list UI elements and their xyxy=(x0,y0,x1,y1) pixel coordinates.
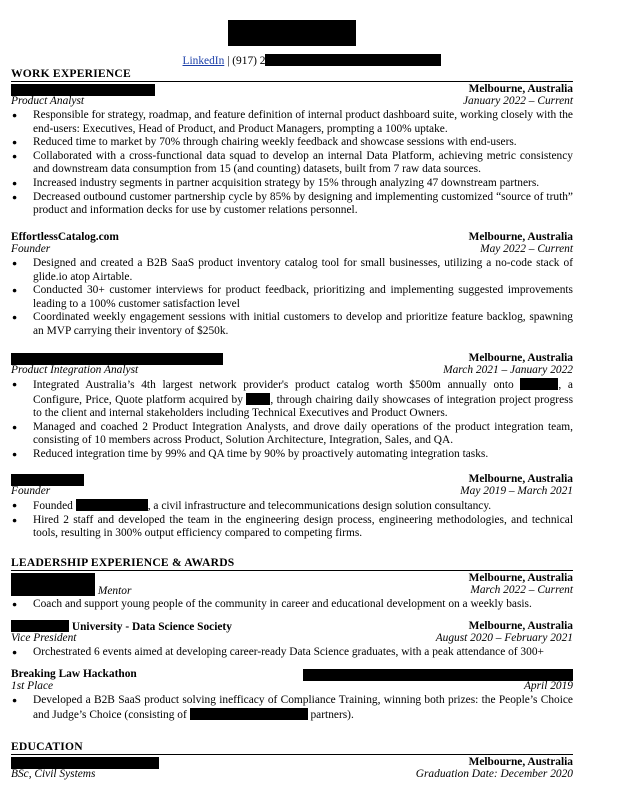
lead-3-bullet-part-b: partners). xyxy=(310,708,354,721)
lead-1-location: Melbourne, Australia xyxy=(468,572,573,584)
job-3-dates: March 2021 – January 2022 xyxy=(443,364,573,376)
job-3-bullet-1-part-a: Integrated Australia’s 4th largest network provider's product catalog worth $500m annually onto xyxy=(33,379,514,391)
job-3-bullet-1-part-b: , a Configure, Price, Quote platform acquired by xyxy=(33,379,573,406)
list-item: ● Coach and support young people of the community in career and educational development on a weekly basis. xyxy=(11,598,573,612)
job-4-bullets xyxy=(11,499,573,541)
list-item: ● Managed and coached 2 Product Integration Analysts, and drove daily operations of the product integration team, consisting of 10 members across Product, Solution Architecture, Integration, Sales, and QA. xyxy=(11,421,573,448)
name-redaction xyxy=(228,20,356,46)
lead-2-dates: August 2020 – February 2021 xyxy=(435,632,573,644)
edu-dates: Graduation Date: December 2020 xyxy=(415,768,573,780)
lead-3-dates: April 2019 xyxy=(523,680,573,692)
job-2-dates: May 2022 – Current xyxy=(480,243,573,255)
job-2-bullets xyxy=(11,257,573,339)
lead-3-subheader xyxy=(11,680,573,694)
list-item: ● Decreased outbound customer partnership cycle by 85% by designing and implementing customized “source of truth” product and information decks for use by customer relations personnel. xyxy=(11,191,573,218)
lead-2-subheader xyxy=(11,632,573,646)
list-item: ● Coordinated weekly engagement sessions with initial customers to develop and prioritize feature backlog, spawning an MVP carrying their inventory of $250k. xyxy=(11,311,573,338)
lead-1-role-redaction xyxy=(11,584,95,596)
list-item xyxy=(11,499,573,514)
job-4-dates: May 2019 – March 2021 xyxy=(460,485,573,497)
edu-subheader xyxy=(11,768,573,782)
edu-degree: BSc, Civil Systems xyxy=(11,768,96,780)
job-4-bullet-1-part-b: , a civil infrastructure and telecommunications design solution consultancy. xyxy=(147,500,492,512)
job-4-bullet-1-part-a: Founded xyxy=(33,500,73,512)
job-1-role: Product Analyst xyxy=(11,95,85,107)
list-item xyxy=(11,378,573,421)
redaction xyxy=(76,499,148,511)
job-2-role: Founder xyxy=(11,243,51,255)
lead-2-org: University - Data Science Society xyxy=(69,621,232,633)
job-3-bullets xyxy=(11,378,573,462)
lead-1-role: Mentor xyxy=(97,585,132,597)
lead-3-role: 1st Place xyxy=(11,680,54,692)
section-title-work: WORK EXPERIENCE xyxy=(11,67,573,82)
lead-1-subheader xyxy=(11,584,573,598)
job-4-location: Melbourne, Australia xyxy=(468,473,573,485)
list-item: ● Conducted 30+ customer interviews for product feedback, prioritizing and implementing suggested improvements leading to a 100% customer satisfaction level xyxy=(11,284,573,311)
lead-1-dates: March 2022 – Current xyxy=(470,584,573,596)
lead-1-bullets xyxy=(11,598,573,612)
job-4-role: Founder xyxy=(11,485,51,497)
list-item: ● Hired 2 staff and developed the team in the engineering design process, engineering methodologies, and technical tools, resulting in 300% output efficiency compared to competing firms. xyxy=(11,514,573,541)
section-title-leadership: LEADERSHIP EXPERIENCE & AWARDS xyxy=(11,556,573,571)
lead-2-role: Vice President xyxy=(11,632,77,644)
list-item: ● Collaborated with a cross-functional data squad to develop an internal Data Platform, achieving metric consistency and downstream data consumption from 15 (and counting) datasets, built from 7 raw data sources. xyxy=(11,150,573,177)
linkedin-link[interactable]: LinkedIn xyxy=(182,55,225,67)
lead-2-org-redaction xyxy=(11,620,69,632)
job-1-dates: January 2022 – Current xyxy=(463,95,573,107)
job-3-location: Melbourne, Australia xyxy=(468,352,573,364)
job-2-location: Melbourne, Australia xyxy=(468,231,573,243)
list-item: ● Reduced time to market by 70% through chairing weekly feedback and showcase sessions with end-users. xyxy=(11,136,573,150)
job-1-location: Melbourne, Australia xyxy=(468,83,573,95)
list-item: ● Designed and created a B2B SaaS product inventory catalog tool for small businesses, utilizing a no-code stack of glide.io atop Airtable. xyxy=(11,257,573,284)
job-4-subheader xyxy=(11,485,573,499)
phone-prefix: (917) 2 xyxy=(232,55,266,67)
list-item: ● Reduced integration time by 99% and QA time by 90% by proactively automating integration tasks. xyxy=(11,448,573,462)
contact-separator: | xyxy=(224,55,233,67)
lead-3-bullet-part-a: Developed a B2B SaaS product solving inefficacy of Compliance Training, winning both prizes: the People’s Choice and Judge’s Choice (consisting of xyxy=(33,694,573,721)
lead-2-location: Melbourne, Australia xyxy=(468,620,573,632)
lead-3-bullets xyxy=(11,694,573,722)
lead-3-org: Breaking Law Hackathon xyxy=(11,668,137,680)
job-3-subheader xyxy=(11,364,573,378)
job-3-role: Product Integration Analyst xyxy=(11,364,139,376)
list-item: ● Orchestrated 6 events aimed at developing career-ready Data Science graduates, with a peak attendance of 300+ xyxy=(11,646,573,660)
list-item xyxy=(11,694,573,722)
job-1-bullets xyxy=(11,109,573,218)
lead-2-bullets xyxy=(11,646,573,660)
phone-redaction xyxy=(265,54,441,66)
redaction xyxy=(246,393,270,405)
list-item: ● Responsible for strategy, roadmap, and feature definition of internal product dashboard suite, working closely with the end-users: Executives, Head of Product, and Product Managers, prompting a 100% uptake. xyxy=(11,109,573,136)
redaction xyxy=(190,708,308,720)
job-3-bullet-1-part-c: , through chairing daily showcases of integration project progress to the client and internal stakeholders including Technical Executives and Product Owners. xyxy=(33,393,573,420)
job-1-subheader xyxy=(11,95,573,109)
list-item: ● Increased industry segments in partner acquisition strategy by 15% through analyzing 47 downstream partners. xyxy=(11,177,573,191)
job-2-subheader xyxy=(11,243,573,257)
section-title-education: EDUCATION xyxy=(11,740,573,755)
edu-location: Melbourne, Australia xyxy=(468,756,573,768)
redaction xyxy=(520,378,558,390)
job-2-company: EffortlessCatalog.com xyxy=(11,231,119,243)
